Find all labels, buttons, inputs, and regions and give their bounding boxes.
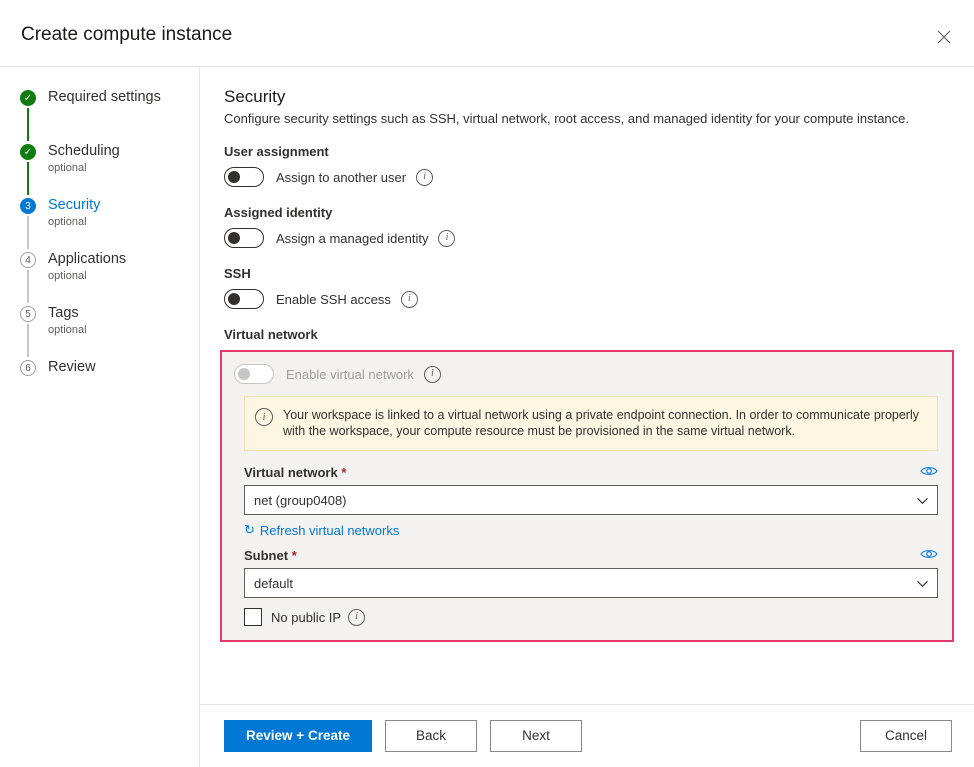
virtual-network-field-label-text: Virtual network xyxy=(244,465,338,480)
subnet-field-label-text: Subnet xyxy=(244,548,289,563)
cancel-button[interactable]: Cancel xyxy=(860,720,952,752)
eye-icon[interactable] xyxy=(920,548,938,563)
sidebar-item-applications[interactable] xyxy=(20,251,199,305)
sidebar-item-label: Scheduling xyxy=(48,143,120,159)
assign-managed-identity-label: Assign a managed identity xyxy=(276,230,429,246)
info-icon[interactable]: i xyxy=(438,230,455,247)
enable-virtual-network-row xyxy=(234,364,938,384)
enable-ssh-row xyxy=(224,289,952,309)
sidebar-item-label: Tags xyxy=(48,305,79,321)
step-number-5: 5 xyxy=(20,306,36,322)
virtual-network-label: Virtual network xyxy=(224,327,318,342)
sidebar-item-sublabel: optional xyxy=(48,162,87,174)
assign-managed-identity-toggle[interactable] xyxy=(224,228,264,248)
virtual-network-field-head xyxy=(244,465,938,480)
user-assignment-label: User assignment xyxy=(224,144,329,159)
sidebar-item-sublabel: optional xyxy=(48,216,87,228)
dialog-body xyxy=(0,67,974,767)
check-icon: ✓ xyxy=(20,90,36,106)
sidebar-item-tags[interactable] xyxy=(20,305,199,359)
step-connector xyxy=(27,108,29,141)
assign-another-user-row xyxy=(224,167,952,187)
step-number-3: 3 xyxy=(20,198,36,214)
enable-ssh-label: Enable SSH access xyxy=(276,291,391,307)
notice-text: Your workspace is linked to a virtual network using a private endpoint connection. In order to communicate properly with the workspace, your compute resource must be provisioned in the same virtual network. xyxy=(283,408,919,438)
sidebar-item-sublabel: optional xyxy=(48,270,87,282)
virtual-network-selected-value: net (group0408) xyxy=(254,492,347,508)
sidebar-item-label: Required settings xyxy=(48,89,161,105)
wizard-steps xyxy=(20,89,199,389)
sidebar-item-sublabel: optional xyxy=(48,324,87,336)
step-connector xyxy=(27,270,29,303)
sidebar-item-required-settings[interactable] xyxy=(20,89,199,143)
review-create-button[interactable]: Review + Create xyxy=(224,720,372,752)
wizard-sidebar xyxy=(0,67,200,767)
step-connector xyxy=(27,216,29,249)
sidebar-item-label: Applications xyxy=(48,251,127,267)
virtual-network-panel xyxy=(220,350,954,642)
assigned-identity-label: Assigned identity xyxy=(224,205,333,220)
section-description: Configure security settings such as SSH, virtual network, root access, and managed identity for your compute instance. xyxy=(224,111,910,126)
no-public-ip-label: No public IP xyxy=(271,609,342,625)
info-icon[interactable]: i xyxy=(401,291,418,308)
sidebar-item-security[interactable] xyxy=(20,197,199,251)
refresh-virtual-networks-label: Refresh virtual networks xyxy=(259,522,400,538)
virtual-network-field-label xyxy=(244,465,346,480)
no-public-ip-checkbox[interactable] xyxy=(244,608,262,626)
sidebar-item-review[interactable] xyxy=(20,359,199,389)
sidebar-item-scheduling[interactable] xyxy=(20,143,199,197)
subnet-field xyxy=(244,548,938,598)
enable-virtual-network-toggle xyxy=(234,364,274,384)
assign-another-user-label: Assign to another user xyxy=(276,169,407,185)
check-icon: ✓ xyxy=(20,144,36,160)
refresh-icon: ↻ xyxy=(244,522,255,537)
step-connector xyxy=(27,324,29,357)
dialog-header xyxy=(0,0,974,67)
info-icon[interactable]: i xyxy=(424,366,441,383)
assign-another-user-toggle[interactable] xyxy=(224,167,264,187)
virtual-network-field xyxy=(244,465,938,515)
next-button[interactable]: Next xyxy=(490,720,582,752)
required-marker: * xyxy=(291,548,297,563)
security-step-panel xyxy=(200,67,974,767)
sidebar-item-label: Security xyxy=(48,197,101,213)
no-public-ip-row xyxy=(244,608,938,626)
back-button[interactable]: Back xyxy=(385,720,477,752)
eye-icon[interactable] xyxy=(920,465,938,480)
step-connector xyxy=(27,162,29,195)
section-title: Security xyxy=(224,87,286,106)
page-title: Create compute instance xyxy=(21,24,233,45)
step-number-4: 4 xyxy=(20,252,36,268)
chevron-down-icon xyxy=(917,493,928,508)
ssh-label: SSH xyxy=(224,266,251,281)
virtual-network-select[interactable] xyxy=(244,485,938,515)
chevron-down-icon xyxy=(917,576,928,591)
required-marker: * xyxy=(341,465,347,480)
close-icon[interactable] xyxy=(928,21,960,53)
virtual-network-notice xyxy=(244,396,938,451)
subnet-selected-value: default xyxy=(254,575,294,591)
refresh-virtual-networks-link[interactable] xyxy=(244,522,399,538)
enable-ssh-toggle[interactable] xyxy=(224,289,264,309)
subnet-field-label xyxy=(244,548,297,563)
sidebar-item-label: Review xyxy=(48,359,96,375)
info-icon[interactable]: i xyxy=(348,609,365,626)
info-icon[interactable]: i xyxy=(416,169,433,186)
subnet-field-head xyxy=(244,548,938,563)
toggle-knob xyxy=(228,293,240,305)
enable-virtual-network-label: Enable virtual network xyxy=(286,366,414,382)
dialog-footer xyxy=(200,704,974,766)
info-icon: i xyxy=(255,408,273,426)
step-number-6: 6 xyxy=(20,360,36,376)
toggle-knob xyxy=(228,232,240,244)
toggle-knob xyxy=(228,171,240,183)
subnet-select[interactable] xyxy=(244,568,938,598)
toggle-knob xyxy=(238,368,250,380)
assign-managed-identity-row xyxy=(224,228,952,248)
